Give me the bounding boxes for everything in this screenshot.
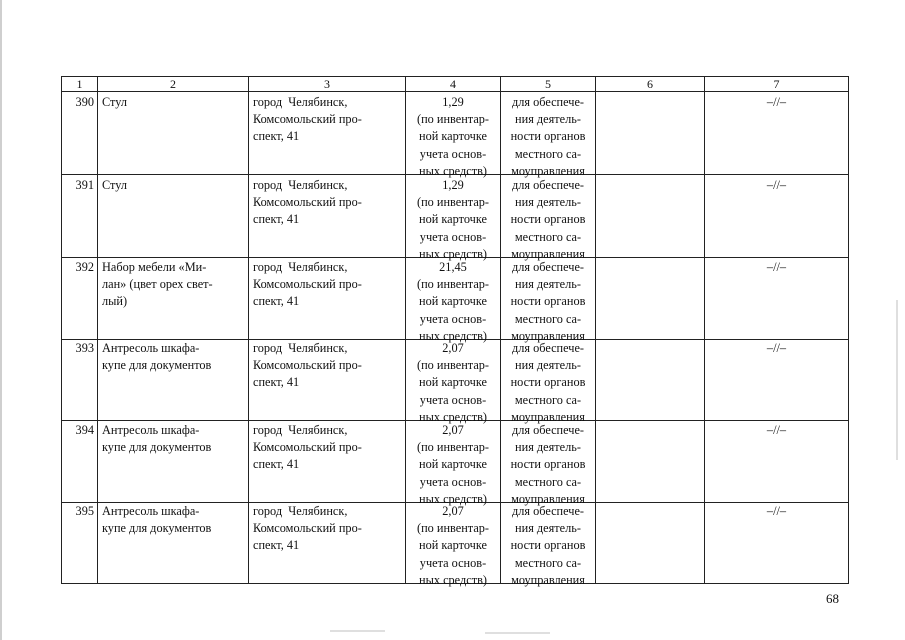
item-purpose: для обеспече- ния деятель- ности органов местного са- моуправления (510, 423, 586, 506)
item-location: город Челябинск, Комсомольский про- спект, 41 (253, 341, 362, 390)
column-divider (248, 76, 249, 584)
item-value: 21,45 (по инвентар- ной карточке учета основ- ных средств) (416, 260, 490, 343)
column-7-value: –//– (766, 504, 787, 518)
column-divider (97, 76, 98, 584)
item-value: 2,07 (по инвентар- ной карточке учета основ- ных средств) (416, 341, 490, 424)
item-location: город Челябинск, Комсомольский про- спект, 41 (253, 178, 362, 227)
row-number: 393 (75, 341, 94, 355)
column-divider (848, 76, 849, 584)
column-header-2: 2 (170, 77, 176, 91)
scan-artifact (896, 300, 898, 460)
column-header-4: 4 (450, 77, 456, 91)
item-location: город Челябинск, Комсомольский про- спект, 41 (253, 95, 362, 144)
item-name: Антресоль шкафа- купе для документов (102, 504, 212, 536)
column-7-value: –//– (766, 260, 787, 274)
item-name: Набор мебели «Ми- лан» (цвет орех свет- лый) (102, 260, 213, 309)
scan-edge (0, 0, 2, 640)
scan-artifact (330, 630, 385, 632)
item-purpose: для обеспече- ния деятель- ности органов местного са- моуправления (510, 178, 586, 261)
item-value: 2,07 (по инвентар- ной карточке учета основ- ных средств) (416, 423, 490, 506)
column-7-value: –//– (766, 423, 787, 437)
row-number: 394 (75, 423, 94, 437)
column-header-1: 1 (76, 77, 83, 91)
item-location: город Челябинск, Комсомольский про- спект, 41 (253, 260, 362, 309)
item-value: 2,07 (по инвентар- ной карточке учета основ- ных средств) (416, 504, 490, 587)
item-purpose: для обеспече- ния деятель- ности органов местного са- моуправления (510, 95, 586, 178)
column-7-value: –//– (766, 178, 787, 192)
item-name: Стул (102, 95, 127, 109)
page-number: 68 (826, 591, 839, 606)
row-number: 390 (75, 95, 94, 109)
item-location: город Челябинск, Комсомольский про- спект, 41 (253, 423, 362, 472)
column-header-5: 5 (545, 77, 551, 91)
item-name: Антресоль шкафа- купе для документов (102, 341, 212, 373)
item-value: 1,29 (по инвентар- ной карточке учета основ- ных средств) (416, 178, 490, 261)
row-number: 391 (75, 178, 94, 192)
column-header-3: 3 (324, 77, 330, 91)
column-divider (595, 76, 596, 584)
item-name: Стул (102, 178, 127, 192)
column-header-6: 6 (647, 77, 653, 91)
header-bottom-border (61, 91, 849, 92)
item-name: Антресоль шкафа- купе для документов (102, 423, 212, 455)
scan-artifact (485, 632, 550, 634)
item-value: 1,29 (по инвентар- ной карточке учета основ- ных средств) (416, 95, 490, 178)
row-number: 392 (75, 260, 94, 274)
item-location: город Челябинск, Комсомольский про- спект, 41 (253, 504, 362, 553)
item-purpose: для обеспече- ния деятель- ности органов местного са- моуправления (510, 260, 586, 343)
column-7-value: –//– (766, 341, 787, 355)
column-7-value: –//– (766, 95, 787, 109)
row-number: 395 (75, 504, 94, 518)
column-header-7: 7 (773, 77, 780, 91)
item-purpose: для обеспече- ния деятель- ности органов местного са- моуправления (510, 341, 586, 424)
item-purpose: для обеспече- ния деятель- ности органов местного са- моуправления (510, 504, 586, 587)
